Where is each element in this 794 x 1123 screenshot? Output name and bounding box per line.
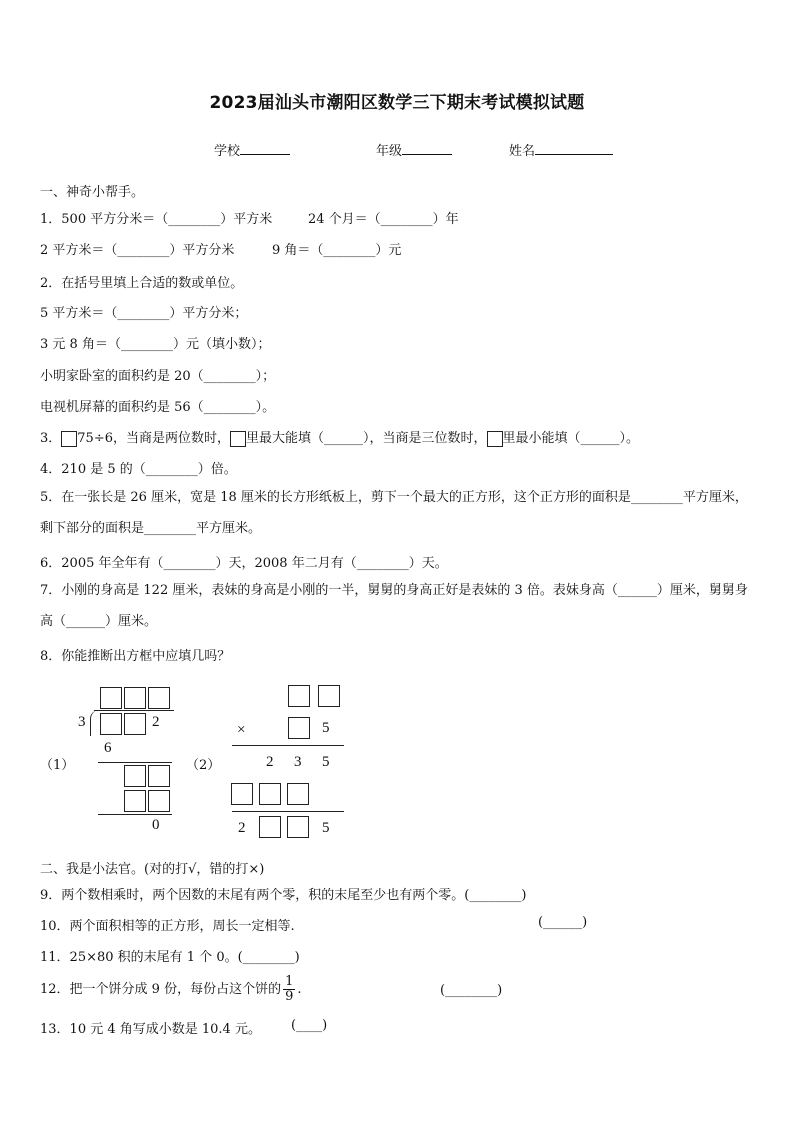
answer-box[interactable] [318, 685, 340, 707]
answer-box[interactable] [124, 713, 146, 735]
page-title: 2023届汕头市潮阳区数学三下期末考试模拟试题 [209, 93, 585, 113]
product-first-digit: 2 [238, 820, 246, 836]
q12 [40, 975, 302, 1004]
section-two-heading: 二、我是小法官。(对的打√，错的打×) [40, 862, 265, 877]
q12-text: 12．把一个饼分成 9 份，每份占这个饼的 [40, 982, 282, 997]
answer-box[interactable] [148, 687, 170, 709]
q10-text: 10．两个面积相等的正方形，周长一定相等. [40, 919, 295, 934]
digit-box-icon [487, 431, 503, 447]
q9: 9．两个数相乘时，两个因数的末尾有两个零，积的末尾至少也有两个零。(________) [40, 888, 527, 903]
section-one-heading: 一、神奇小帮手。 [40, 185, 145, 200]
q6: 6．2005 年全年有（________）天，2008 年二月有（________）天。 [40, 556, 448, 571]
q13-blank[interactable]: (____) [291, 1018, 328, 1033]
q8-label-1: （1） [40, 758, 75, 773]
q2-a: 5 平方米＝（________）平方分米； [40, 306, 248, 321]
answer-box[interactable] [124, 790, 146, 812]
answer-box[interactable] [148, 790, 170, 812]
q12-blank[interactable]: (________) [440, 983, 503, 998]
q1-b: 24 个月＝（________）年 [308, 212, 459, 227]
q12-end: . [297, 982, 302, 997]
q8-stem: 8．你能推断出方框中应填几吗？ [40, 649, 231, 664]
answer-box[interactable] [288, 685, 310, 707]
partial-1-digit: 3 [294, 754, 302, 770]
answer-box[interactable] [100, 713, 122, 735]
partial-1-digit: 2 [266, 754, 274, 770]
q2-b: 3 元 8 角＝（________）元（填小数）； [40, 337, 271, 352]
answer-box[interactable] [100, 687, 122, 709]
q1-c: 2 平方米＝（________）平方分米 [40, 243, 235, 258]
answer-box[interactable] [124, 687, 146, 709]
fraction-one-ninth [283, 975, 295, 1004]
school-field [214, 140, 290, 159]
answer-box[interactable] [148, 765, 170, 787]
rule-line [98, 762, 172, 763]
q7: 7．小刚的身高是 122 厘米，表妹的身高是小刚的一半，舅舅的身高正好是表妹的 3 倍。表妹身高（______）厘米，舅舅身高（______）厘米。 [40, 583, 748, 629]
division-bracket [90, 710, 99, 736]
q8-label-2: （2） [186, 758, 221, 773]
answer-box[interactable] [287, 816, 309, 838]
q1-a: 1．500 平方分米＝（________）平方米 [40, 212, 273, 227]
answer-box[interactable] [259, 816, 281, 838]
fraction-denominator: 9 [285, 989, 294, 1004]
grade-blank[interactable] [402, 141, 452, 155]
divisor: 3 [78, 714, 86, 730]
partial-1-digit: 5 [322, 754, 330, 770]
rule-line [98, 814, 172, 815]
grade-label: 年级 [376, 144, 403, 159]
q3-number: 3． [40, 431, 62, 446]
q13-text: 13．10 元 4 角写成小数是 10.4 元。 [40, 1022, 261, 1037]
q3-text-2: 里最大能填（______），当商是三位数时， [246, 431, 487, 446]
answer-box[interactable] [231, 783, 253, 805]
q2-c: 小明家卧室的面积约是 20（________）； [40, 369, 276, 384]
grade-field [376, 140, 452, 159]
name-field [509, 140, 613, 159]
name-blank[interactable] [535, 141, 613, 155]
q1-d: 9 角＝（________）元 [272, 243, 402, 258]
subtract-1: 6 [104, 740, 112, 756]
division-bar [94, 710, 174, 711]
multiplier-digit: 5 [322, 720, 330, 736]
school-label: 学校 [214, 144, 241, 159]
q2-d: 电视机屏幕的面积约是 56（________）。 [40, 400, 276, 415]
digit-box-icon [61, 431, 77, 447]
digit-box-icon [230, 431, 246, 447]
q11: 11．25×80 积的末尾有 1 个 0。(________) [40, 950, 300, 965]
answer-box[interactable] [288, 717, 310, 739]
product-last-digit: 5 [322, 820, 330, 836]
dividend-last-digit: 2 [152, 714, 160, 730]
rule-line [232, 745, 344, 746]
q3-text-1: 75÷6，当商是两位数时， [77, 431, 230, 446]
times-sign: × [237, 722, 246, 738]
q10-blank[interactable]: (______) [538, 915, 588, 930]
answer-box[interactable] [287, 783, 309, 805]
q3 [40, 427, 639, 447]
name-label: 姓名 [509, 144, 536, 159]
rule-line [232, 811, 344, 812]
q3-text-3: 里最小能填（______）。 [502, 431, 640, 446]
remainder: 0 [152, 817, 160, 833]
answer-box[interactable] [124, 765, 146, 787]
answer-box[interactable] [259, 783, 281, 805]
q5: 5．在一张长是 26 厘米，宽是 18 厘米的长方形纸板上，剪下一个最大的正方形，这个正方形的面积是________平方厘米，剩下部分的面积是________平方厘米。 [40, 490, 748, 536]
school-blank[interactable] [240, 141, 290, 155]
q2-stem: 2．在括号里填上合适的数或单位。 [40, 276, 244, 291]
fraction-numerator: 1 [285, 974, 294, 989]
q4: 4．210 是 5 的（________）倍。 [40, 462, 237, 477]
